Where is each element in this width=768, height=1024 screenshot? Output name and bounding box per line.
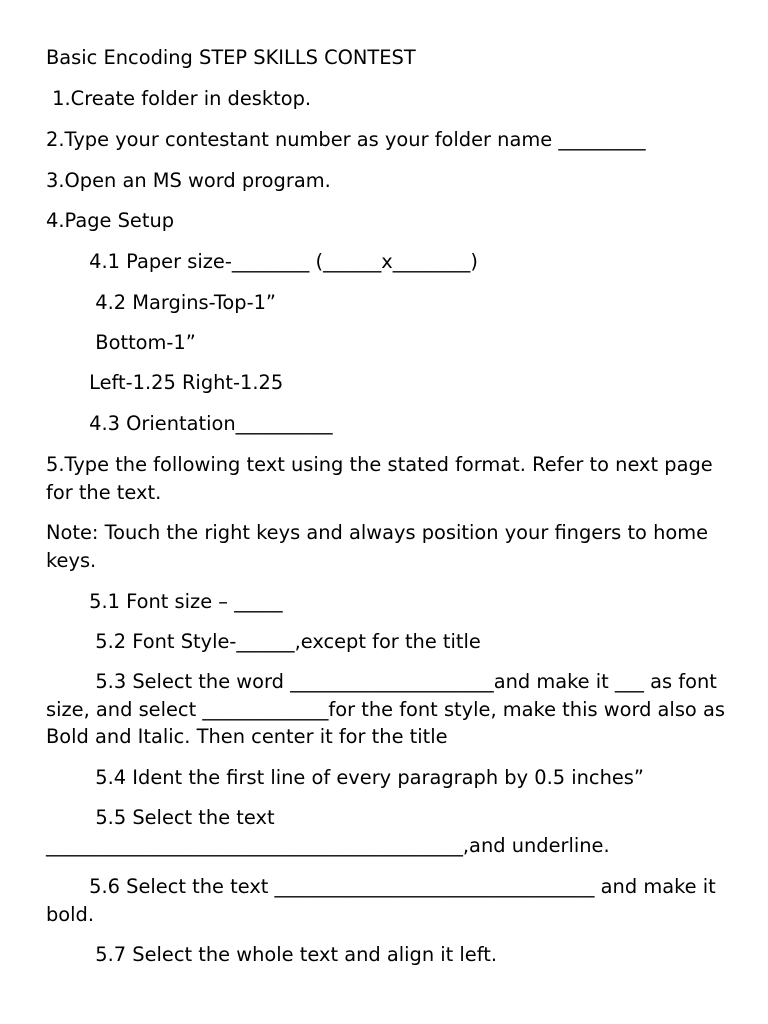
instruction-5-3: 5.3 Select the word _____________________and make it ___ as font size, and select _____________for the font style, make this word also as Bold and Italic. Then center it for the title [46, 670, 732, 748]
instruction-2: 2.Type your contestant number as your folder name _________ [46, 128, 646, 151]
instruction-5-5: 5.5 Select the text ___________________________________________,and underline. [46, 806, 610, 857]
instruction-4-2-left-right: Left-1.25 Right-1.25 [46, 371, 284, 394]
instruction-4-1: 4.1 Paper size-________ (______x________) [46, 250, 478, 273]
instruction-5-2: 5.2 Font Style-______,except for the title [46, 630, 481, 653]
document-title: Basic Encoding STEP SKILLS CONTEST [46, 46, 416, 69]
instruction-4-2-bottom: Bottom-1” [46, 331, 196, 354]
instruction-5-6: 5.6 Select the text _________________________________ and make it bold. [46, 875, 722, 926]
instruction-4-2: 4.2 Margins-Top-1” [46, 291, 276, 314]
instruction-3: 3.Open an MS word program. [46, 169, 331, 192]
instruction-1: 1.Create folder in desktop. [46, 87, 312, 110]
instruction-4-3: 4.3 Orientation__________ [46, 412, 333, 435]
instruction-5-7: 5.7 Select the whole text and align it left. [46, 943, 497, 966]
instruction-4: 4.Page Setup [46, 209, 175, 232]
instruction-5-1: 5.1 Font size – _____ [46, 590, 283, 613]
note: Note: Touch the right keys and always position your fingers to home keys. [46, 521, 715, 572]
instruction-5: 5.Type the following text using the stated format. Refer to next page for the text. [46, 453, 719, 504]
instruction-5-4: 5.4 Ident the first line of every paragraph by 0.5 inches” [46, 766, 644, 789]
